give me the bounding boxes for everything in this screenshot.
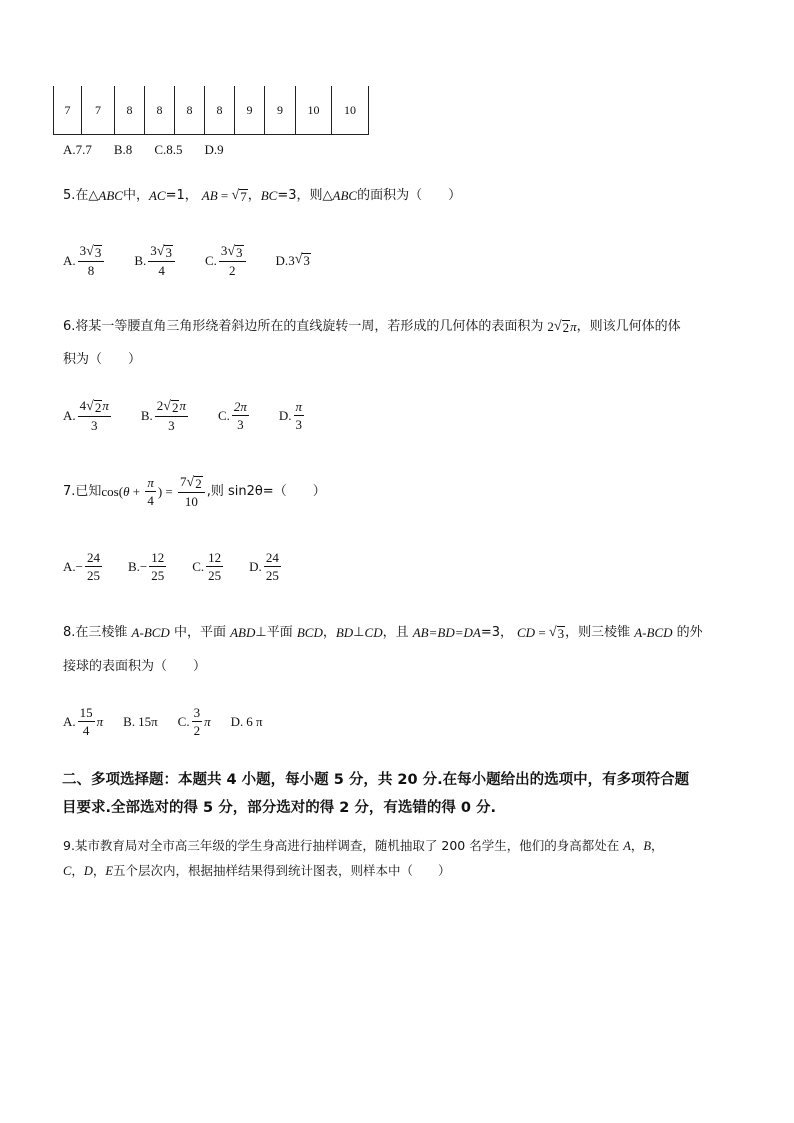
- q7-option-c: [192, 550, 225, 583]
- q8-var: A-BCD: [634, 625, 673, 640]
- table-cell: 9: [235, 86, 265, 135]
- frac-num: 3: [193, 705, 201, 720]
- q7-text: 7.已知: [63, 483, 102, 499]
- fraction: 2 √ 2 π 3: [156, 398, 186, 433]
- q5-text: =3，则△: [277, 188, 333, 203]
- q8-var: BCD: [296, 625, 323, 640]
- sqrt-symbol: √ 7: [231, 187, 247, 204]
- sign: −: [139, 558, 148, 574]
- q6-options: [63, 398, 334, 433]
- q6-option-a: [63, 398, 113, 433]
- option-label: A.: [63, 558, 76, 574]
- frac-num: 12: [208, 550, 222, 565]
- frac-den: 3: [90, 418, 98, 433]
- fraction: 4 √ 2 π 3: [79, 398, 109, 433]
- option-label: D.: [275, 252, 289, 268]
- frac-den: 25: [265, 568, 279, 583]
- fraction: [232, 399, 249, 432]
- pi-symbol: π: [96, 713, 104, 729]
- q5-var: AC: [148, 188, 166, 203]
- frac-num: 3: [220, 243, 228, 258]
- frac-den: 2: [228, 263, 236, 278]
- option-label: A.: [63, 407, 76, 423]
- coef: 3: [288, 252, 295, 268]
- option-value: 15π: [138, 713, 158, 729]
- q8-var: BD: [335, 625, 354, 640]
- q9-text: ，: [71, 863, 84, 878]
- radicand: 3: [236, 245, 243, 260]
- q7-text: ) =: [157, 483, 176, 499]
- frac-num: π: [147, 475, 154, 490]
- data-table: [53, 86, 369, 135]
- q6-text: ，则该几何体的体: [576, 319, 681, 334]
- table-row: [54, 86, 369, 135]
- q8-stem-line1: 8.在三棱锥 A-BCD 中，平面 ABD ⊥平面 BCD ， BD ⊥ CD ，且 AB=BD=DA =3， CD = √ 3 ，则三棱锥 A-BCD 的外: [63, 624, 703, 641]
- fraction: [294, 399, 305, 432]
- q5-option-b: [134, 243, 177, 278]
- pi-symbol: π: [570, 319, 577, 334]
- option-label: B.: [134, 252, 147, 268]
- q4-option-c: C.8.5: [154, 142, 183, 157]
- q7-option-d: [249, 550, 283, 583]
- option-value: 6 π: [246, 713, 263, 729]
- pi-symbol: π: [179, 398, 186, 413]
- section-heading-line2: 目要求.全部选对的得 5 分，部分选对的得 2 分，有选错的得 0 分.: [62, 800, 497, 816]
- q5-option-c: [205, 243, 248, 278]
- q8-text: =: [535, 625, 549, 640]
- frac-den: 8: [87, 263, 95, 278]
- radicand: 3: [557, 625, 565, 641]
- fraction: [145, 475, 156, 508]
- frac-den: 3: [237, 417, 244, 432]
- table-cell: 7: [54, 86, 82, 135]
- frac-num: 24: [265, 550, 279, 565]
- radicand: 2: [562, 319, 570, 335]
- radicand: 2: [94, 400, 102, 415]
- q8-text: ⊥平面: [255, 625, 297, 640]
- q7-option-b: [128, 550, 168, 583]
- q7-stem: [63, 474, 326, 509]
- q5-var: ABC: [98, 188, 123, 203]
- q9-var: A: [623, 839, 631, 853]
- q7-options: [63, 550, 311, 583]
- q5-option-d: D. 3 √ 3: [275, 252, 310, 268]
- fraction: 3 √ 3 4: [148, 243, 175, 278]
- fraction: 7 √ 2 10: [178, 474, 205, 509]
- q9-var: E: [105, 864, 114, 878]
- q5-option-a: [63, 243, 106, 278]
- frac-num: 24: [86, 550, 100, 565]
- fraction: [192, 705, 203, 738]
- theta-symbol: θ: [123, 483, 130, 499]
- q7-option-a: [63, 550, 104, 583]
- q5-var: ABC: [332, 188, 358, 203]
- frac-den: 25: [208, 568, 222, 583]
- q8-text: ⊥: [353, 625, 365, 640]
- option-label: C.: [192, 558, 205, 574]
- q5-radicand: 7: [240, 188, 247, 204]
- q5-text: 中，: [122, 188, 149, 203]
- radicand: 3: [165, 245, 172, 260]
- q8-text: ，且: [382, 625, 413, 640]
- q6-stem-line2: 积为（ ）: [63, 352, 142, 367]
- fraction: [149, 550, 166, 583]
- table-cell: 8: [145, 86, 175, 135]
- option-label: C.: [177, 713, 190, 729]
- frac-den: 25: [86, 568, 100, 583]
- table-cell: 10: [296, 86, 332, 135]
- q8-stem-line2: 接球的表面积为（ ）: [63, 659, 207, 674]
- q8-var: CD: [517, 625, 536, 640]
- radicand: 2: [195, 476, 202, 491]
- q5-stem: [63, 187, 461, 205]
- fraction: 3 √ 3 2: [219, 243, 246, 278]
- frac-num: 2: [156, 398, 164, 413]
- q4-option-b: B.8: [113, 142, 133, 157]
- q8-text: ，则三棱锥: [565, 625, 635, 640]
- fraction: [264, 550, 281, 583]
- frac-num: 15: [79, 705, 93, 720]
- section-heading-line1: 二、多项选择题：本题共 4 小题，每小题 5 分，共 20 分.在每小题给出的选项中，有多项符合题: [62, 772, 690, 788]
- q9-text: ，: [92, 863, 106, 878]
- option-label: A.: [63, 252, 76, 268]
- radicand: 3: [94, 245, 102, 260]
- option-label: C.: [217, 407, 230, 423]
- q9-var: B: [643, 839, 652, 853]
- q9-stem-line1: [63, 837, 664, 855]
- q4-option-a: A.7.7: [63, 142, 92, 157]
- table-cell: 10: [332, 86, 369, 135]
- q6-option-b: [141, 398, 190, 433]
- frac-num: 7: [180, 474, 187, 489]
- table-cell: 7: [82, 86, 115, 135]
- radicand: 3: [303, 253, 310, 268]
- q5-text: ，: [247, 188, 261, 203]
- q6-text: 6.将某一等腰直角三角形绕着斜边所在的直线旋转一周，若形成的几何体的表面积为: [63, 319, 544, 334]
- frac-den: 3: [168, 418, 175, 433]
- fraction: 3 √ 3 8: [78, 243, 105, 278]
- table-cell: 8: [115, 86, 145, 135]
- frac-den: 4: [82, 723, 90, 738]
- q8-text: 的外: [672, 625, 703, 640]
- q5-text: 的面积为（ ）: [357, 188, 462, 203]
- q8-var: ABD: [230, 625, 256, 640]
- q4-option-d: D.9: [204, 142, 224, 157]
- table-cell: 9: [265, 86, 296, 135]
- q7-text: +: [129, 483, 144, 499]
- q5-text: =1，: [165, 188, 198, 203]
- frac-den: 10: [184, 494, 198, 509]
- q6-option-d: [279, 399, 306, 432]
- q9-text: ，: [630, 838, 644, 853]
- q9-text: ，: [651, 838, 664, 853]
- fraction: [85, 550, 102, 583]
- q6-stem-line1: 6.将某一等腰直角三角形绕着斜边所在的直线旋转一周，若形成的几何体的表面积为 2 √ 2 π ，则该几何体的体: [63, 318, 681, 335]
- q9-text: 五个层次内，根据抽样结果得到统计图表，则样本中（ ）: [113, 863, 451, 878]
- q8-text: 8.在三棱锥: [63, 625, 132, 640]
- table-cell: 8: [175, 86, 205, 135]
- q8-var: CD: [364, 625, 383, 640]
- frac-num: 4: [79, 398, 87, 413]
- option-label: D.: [249, 558, 262, 574]
- q8-option-b: [123, 714, 158, 730]
- q8-text: =3，: [480, 625, 513, 640]
- q8-var: A-BCD: [131, 625, 170, 640]
- frac-num: 12: [151, 550, 165, 565]
- q5-var: BC: [260, 188, 278, 203]
- frac-num: 3: [150, 243, 157, 258]
- q9-var: C: [63, 864, 72, 878]
- pi-symbol: π: [102, 398, 109, 413]
- frac-num: 3: [79, 243, 87, 258]
- q9-stem-line2: [63, 862, 451, 880]
- frac-den: 4: [147, 493, 154, 508]
- q8-var: AB=BD=DA: [412, 625, 481, 640]
- option-label: D.: [278, 407, 292, 423]
- pi-symbol: π: [204, 713, 211, 729]
- frac-den: 3: [295, 417, 303, 432]
- option-label: B.: [140, 407, 153, 423]
- sign: −: [75, 558, 83, 574]
- fraction: [78, 705, 95, 738]
- q5-text: 5.在△: [63, 188, 99, 203]
- q9-var: D: [83, 864, 93, 878]
- option-label: A.: [63, 713, 76, 729]
- q8-options: [63, 705, 291, 738]
- q9-text: 9.某市教育局对全市高三年级的学生身高进行抽样调查，随机抽取了 200 名学生，他们的身高都处在: [63, 838, 620, 853]
- q5-var: AB: [201, 188, 218, 203]
- q6-option-c: [218, 399, 251, 432]
- radicand: 2: [171, 400, 179, 415]
- q8-text: ，: [322, 625, 336, 640]
- option-label: D.: [230, 713, 244, 729]
- frac-num: π: [295, 399, 303, 414]
- q5-text: =: [217, 188, 232, 203]
- option-label: C.: [204, 252, 217, 268]
- q8-option-d: [231, 714, 263, 730]
- q8-text: 中，平面: [169, 625, 231, 640]
- q8-option-a: [63, 705, 103, 738]
- frac-num: 2π: [233, 399, 247, 414]
- q4-options: [63, 142, 252, 158]
- q7-text: cos(: [101, 483, 124, 499]
- q8-option-c: [178, 705, 211, 738]
- option-label: B.: [123, 713, 136, 729]
- q5-options: [63, 243, 339, 278]
- coef: 2: [547, 319, 554, 334]
- frac-den: 25: [151, 568, 165, 583]
- q7-text: ,则 sin2θ=（ ）: [206, 483, 326, 499]
- frac-den: 4: [158, 263, 165, 278]
- table-cell: 8: [205, 86, 235, 135]
- option-label: B.: [127, 558, 140, 574]
- fraction: [206, 550, 223, 583]
- frac-den: 2: [193, 723, 201, 738]
